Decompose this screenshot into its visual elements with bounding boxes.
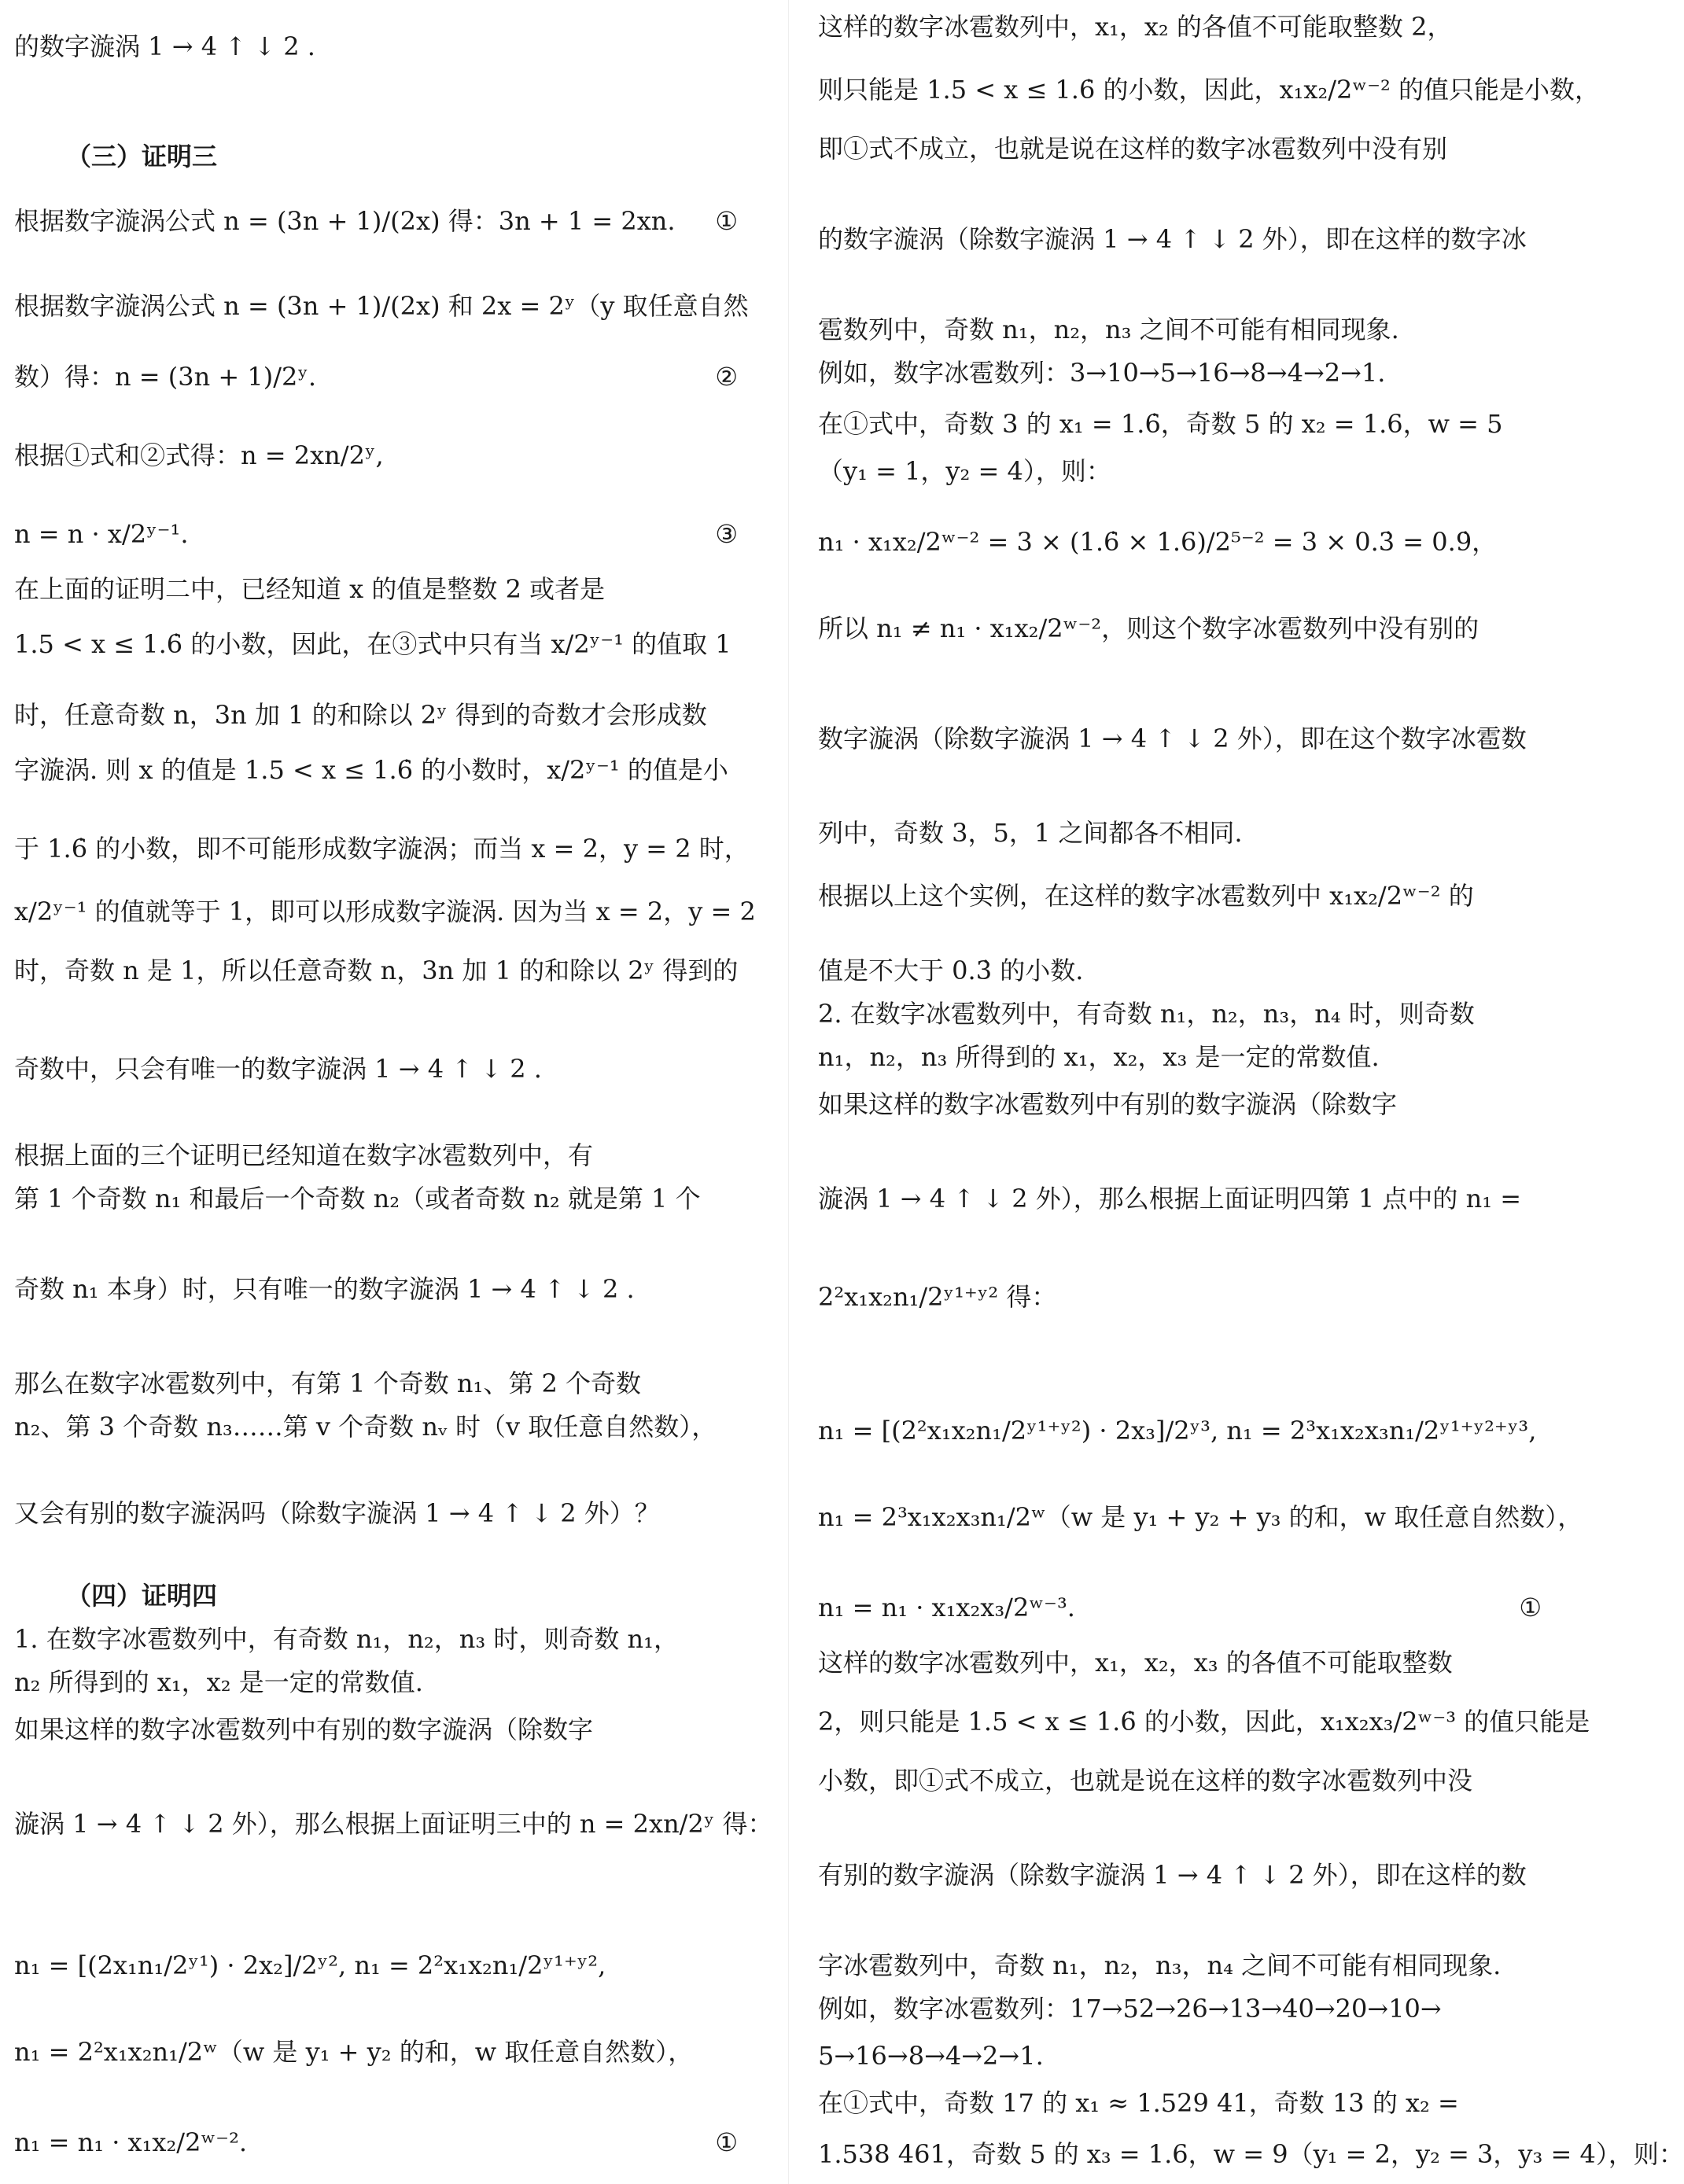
line-text: 在①式中，奇数 17 的 x₁ ≈ 1.529 41，奇数 13 的 x₂ = — [818, 2088, 1459, 2118]
line-text: n₂、第 3 个奇数 n₃……第 v 个奇数 nᵥ 时（v 取任意自然数）， — [14, 1412, 717, 1442]
line-text: n₁ = n₁ · x₁x₂/2ʷ⁻². — [14, 2127, 248, 2157]
left-text-line — [14, 700, 738, 730]
line-text: 这样的数字冰雹数列中，x₁，x₂ 的各值不可能取整数 2， — [818, 12, 1453, 42]
left-text-line — [14, 1054, 738, 1084]
right-text-line — [818, 224, 1542, 254]
right-text-line — [818, 1707, 1590, 1737]
line-text: 1. 在数字冰雹数列中，有奇数 n₁，n₂，n₃ 时，则奇数 n₁， — [14, 1624, 679, 1654]
line-text: 于 1.6̇ 的小数，即不可能形成数字漩涡；而当 x = 2，y = 2 时， — [14, 834, 750, 864]
line-text: n = n · x/2ʸ⁻¹. — [14, 519, 189, 549]
right-text-line — [818, 956, 1542, 985]
line-text: 值是不大于 0.3̇ 的小数. — [818, 956, 1084, 985]
line-text: n₁ = [(2²x₁x₂n₁/2ʸ¹⁺ʸ²) · 2x₃]/2ʸ³, n₁ = 2³x₁x₂x₃n₁/2ʸ¹⁺ʸ²⁺ʸ³, — [818, 1416, 1537, 1446]
line-text: 则只能是 1.5 < x ≤ 1.6̇ 的小数，因此，x₁x₂/2ʷ⁻² 的值只能是小数， — [818, 75, 1601, 105]
left-text-line — [14, 2037, 738, 2067]
right-text-line — [818, 12, 1542, 42]
line-text: 2，则只能是 1.5 < x ≤ 1.6̇ 的小数，因此，x₁x₂x₃/2ʷ⁻³ 的值只能是 — [818, 1707, 1590, 1737]
left-text-line — [14, 629, 738, 659]
left-text-line — [14, 2127, 738, 2157]
line-text: 数字漩涡（除数字漩涡 1 → 4 ↑ ↓ 2 外），即在这个数字冰雹数 — [818, 724, 1527, 753]
left-text-line — [14, 1950, 738, 1980]
left-text-line — [14, 755, 738, 785]
left-text-line — [14, 1624, 738, 1654]
left-text-line — [14, 142, 738, 171]
left-text-line — [14, 1581, 738, 1611]
line-text: 这样的数字冰雹数列中，x₁，x₂，x₃ 的各值不可能取整数 — [818, 1648, 1453, 1678]
line-text: 在上面的证明二中，已经知道 x 的值是整数 2 或者是 — [14, 574, 606, 604]
line-text: 根据数字漩涡公式 n = (3n + 1)/(2x) 和 2x = 2ʸ（y 取任意自然 — [14, 291, 749, 321]
right-text-line — [818, 75, 1601, 105]
right-text-line — [818, 1766, 1542, 1795]
line-text: 时，奇数 n 是 1，所以任意奇数 n，3n 加 1 的和除以 2ʸ 得到的 — [14, 956, 739, 985]
line-text: 1.538 461，奇数 5 的 x₃ = 1.6，w = 9（y₁ = 2，y₂ = 3，y₃ = 4），则： — [818, 2139, 1684, 2169]
line-text: 根据数字漩涡公式 n = (3n + 1)/(2x) 得：3n + 1 = 2xn. — [14, 206, 676, 236]
line-text: n₁ = n₁ · x₁x₂x₃/2ʷ⁻³. — [818, 1593, 1075, 1622]
line-text: 雹数列中，奇数 n₁，n₂，n₃ 之间不可能有相同现象. — [818, 315, 1399, 344]
line-text: 2. 在数字冰雹数列中，有奇数 n₁，n₂，n₃，n₄ 时，则奇数 — [818, 999, 1475, 1029]
line-text: 5→16→8→4→2→1. — [818, 2041, 1044, 2071]
line-text: n₂ 所得到的 x₁，x₂ 是一定的常数值. — [14, 1667, 423, 1697]
line-text: 有别的数字漩涡（除数字漩涡 1 → 4 ↑ ↓ 2 外），即在这样的数 — [818, 1860, 1527, 1890]
left-text-line — [14, 519, 738, 549]
right-text-line — [818, 1502, 1583, 1532]
right-text-line — [818, 134, 1542, 164]
line-text: 根据①式和②式得：n = 2xn/2ʸ, — [14, 440, 384, 470]
right-text-line — [818, 456, 1542, 486]
right-text-line — [818, 613, 1542, 643]
line-text: n₁ · x₁x₂/2ʷ⁻² = 3 × (1.6̇ × 1.6)/2⁵⁻² = 3 × 0.3̇ = 0.9̇， — [818, 527, 1498, 557]
line-text: n₁ = 2³x₁x₂x₃n₁/2ʷ（w 是 y₁ + y₂ + y₃ 的和，w 取任意自然数）， — [818, 1502, 1583, 1532]
line-text: n₁，n₂，n₃ 所得到的 x₁，x₂，x₃ 是一定的常数值. — [818, 1042, 1380, 1072]
line-text: （y₁ = 1，y₂ = 4），则： — [818, 456, 1111, 486]
line-text: 例如，数字冰雹数列：17→52→26→13→40→20→10→ — [818, 1994, 1442, 2024]
left-text-line — [14, 1140, 738, 1170]
left-text-line — [14, 440, 738, 470]
line-text: 根据以上这个实例，在这样的数字冰雹数列中 x₁x₂/2ʷ⁻² 的 — [818, 881, 1474, 911]
right-text-line — [818, 1648, 1542, 1678]
left-text-line — [14, 1368, 738, 1398]
right-text-line — [818, 1593, 1542, 1622]
right-text-line — [818, 1994, 1542, 2024]
right-text-line — [818, 1042, 1542, 1072]
right-text-line — [818, 881, 1542, 911]
left-text-line — [14, 956, 738, 985]
line-text: 的数字漩涡 1 → 4 ↑ ↓ 2 . — [14, 31, 315, 61]
left-text-line — [14, 362, 738, 392]
left-text-line — [14, 206, 738, 236]
line-text: x/2ʸ⁻¹ 的值就等于 1，即可以形成数字漩涡. 因为当 x = 2，y = 2 — [14, 897, 756, 926]
line-text: 列中，奇数 3，5，1 之间都各不相同. — [818, 818, 1243, 848]
left-text-line — [14, 1667, 738, 1697]
line-text: 奇数中，只会有唯一的数字漩涡 1 → 4 ↑ ↓ 2 . — [14, 1054, 542, 1084]
line-text: n₁ = [(2x₁n₁/2ʸ¹) · 2x₂]/2ʸ², n₁ = 2²x₁x₂n₁/2ʸ¹⁺ʸ², — [14, 1950, 606, 1980]
line-text: 例如，数字冰雹数列：3→10→5→16→8→4→2→1. — [818, 358, 1386, 388]
left-text-line — [14, 1809, 773, 1839]
right-text-line — [818, 999, 1542, 1029]
right-text-line — [818, 2088, 1542, 2118]
line-text: 漩涡 1 → 4 ↑ ↓ 2 外），那么根据上面证明四第 1 点中的 n₁ = — [818, 1184, 1522, 1214]
line-text: 数）得：n = (3n + 1)/2ʸ. — [14, 362, 317, 392]
equation-number: ② — [715, 362, 738, 392]
right-text-line — [818, 409, 1542, 439]
equation-number: ① — [715, 206, 738, 236]
right-text-line — [818, 1184, 1542, 1214]
line-text: （三）证明三 — [66, 142, 218, 171]
line-text: 字漩涡. 则 x 的值是 1.5 < x ≤ 1.6̇ 的小数时，x/2ʸ⁻¹ 的值是小 — [14, 755, 728, 785]
right-text-line — [818, 315, 1542, 344]
left-text-line — [14, 574, 738, 604]
line-text: 1.5 < x ≤ 1.6̇ 的小数，因此，在③式中只有当 x/2ʸ⁻¹ 的值取 1 — [14, 629, 731, 659]
column-gutter — [788, 0, 789, 2184]
line-text: 如果这样的数字冰雹数列中有别的数字漩涡（除数字 — [14, 1714, 594, 1744]
line-text: 第 1 个奇数 n₁ 和最后一个奇数 n₂（或者奇数 n₂ 就是第 1 个 — [14, 1184, 701, 1214]
left-text-line — [14, 1714, 738, 1744]
right-text-line — [818, 724, 1542, 753]
line-text: 那么在数字冰雹数列中，有第 1 个奇数 n₁、第 2 个奇数 — [14, 1368, 642, 1398]
line-text: 所以 n₁ ≠ n₁ · x₁x₂/2ʷ⁻²，则这个数字冰雹数列中没有别的 — [818, 613, 1479, 643]
line-text: 2²x₁x₂n₁/2ʸ¹⁺ʸ² 得： — [818, 1282, 1057, 1312]
left-text-line — [14, 1184, 738, 1214]
right-text-line — [818, 2139, 1684, 2169]
right-text-line — [818, 1282, 1542, 1312]
right-text-line — [818, 1089, 1542, 1119]
right-text-line — [818, 358, 1542, 388]
line-text: 的数字漩涡（除数字漩涡 1 → 4 ↑ ↓ 2 外），即在这样的数字冰 — [818, 224, 1527, 254]
line-text: 如果这样的数字冰雹数列中有别的数字漩涡（除数字 — [818, 1089, 1398, 1119]
line-text: 即①式不成立，也就是说在这样的数字冰雹数列中没有别 — [818, 134, 1448, 164]
line-text: 在①式中，奇数 3 的 x₁ = 1.6̇，奇数 5 的 x₂ = 1.6，w = 5 — [818, 409, 1503, 439]
right-text-line — [818, 1416, 1542, 1446]
left-text-line — [14, 31, 738, 61]
line-text: 时，任意奇数 n，3n 加 1 的和除以 2ʸ 得到的奇数才会形成数 — [14, 700, 707, 730]
line-text: 又会有别的数字漩涡吗（除数字漩涡 1 → 4 ↑ ↓ 2 外）？ — [14, 1498, 660, 1528]
equation-number: ① — [715, 2127, 738, 2157]
line-text: 漩涡 1 → 4 ↑ ↓ 2 外），那么根据上面证明三中的 n = 2xn/2ʸ 得： — [14, 1809, 773, 1839]
right-text-line — [818, 2041, 1542, 2071]
line-text: 小数，即①式不成立，也就是说在这样的数字冰雹数列中没 — [818, 1766, 1473, 1795]
right-text-line — [818, 1860, 1542, 1890]
left-text-line — [14, 1274, 738, 1304]
line-text: （四）证明四 — [66, 1581, 218, 1611]
line-text: 根据上面的三个证明已经知道在数字冰雹数列中，有 — [14, 1140, 594, 1170]
left-text-line — [14, 1412, 738, 1442]
line-text: 字冰雹数列中，奇数 n₁，n₂，n₃，n₄ 之间不可能有相同现象. — [818, 1950, 1502, 1980]
left-text-line — [14, 897, 756, 926]
right-text-line — [818, 1950, 1542, 1980]
equation-number: ① — [1519, 1593, 1542, 1622]
left-text-line — [14, 291, 749, 321]
left-text-line — [14, 1498, 738, 1528]
line-text: n₁ = 2²x₁x₂n₁/2ʷ（w 是 y₁ + y₂ 的和，w 取任意自然数）， — [14, 2037, 694, 2067]
right-text-line — [818, 818, 1542, 848]
right-text-line — [818, 527, 1542, 557]
equation-number: ③ — [715, 519, 738, 549]
line-text: 奇数 n₁ 本身）时，只有唯一的数字漩涡 1 → 4 ↑ ↓ 2 . — [14, 1274, 635, 1304]
left-text-line — [14, 834, 750, 864]
